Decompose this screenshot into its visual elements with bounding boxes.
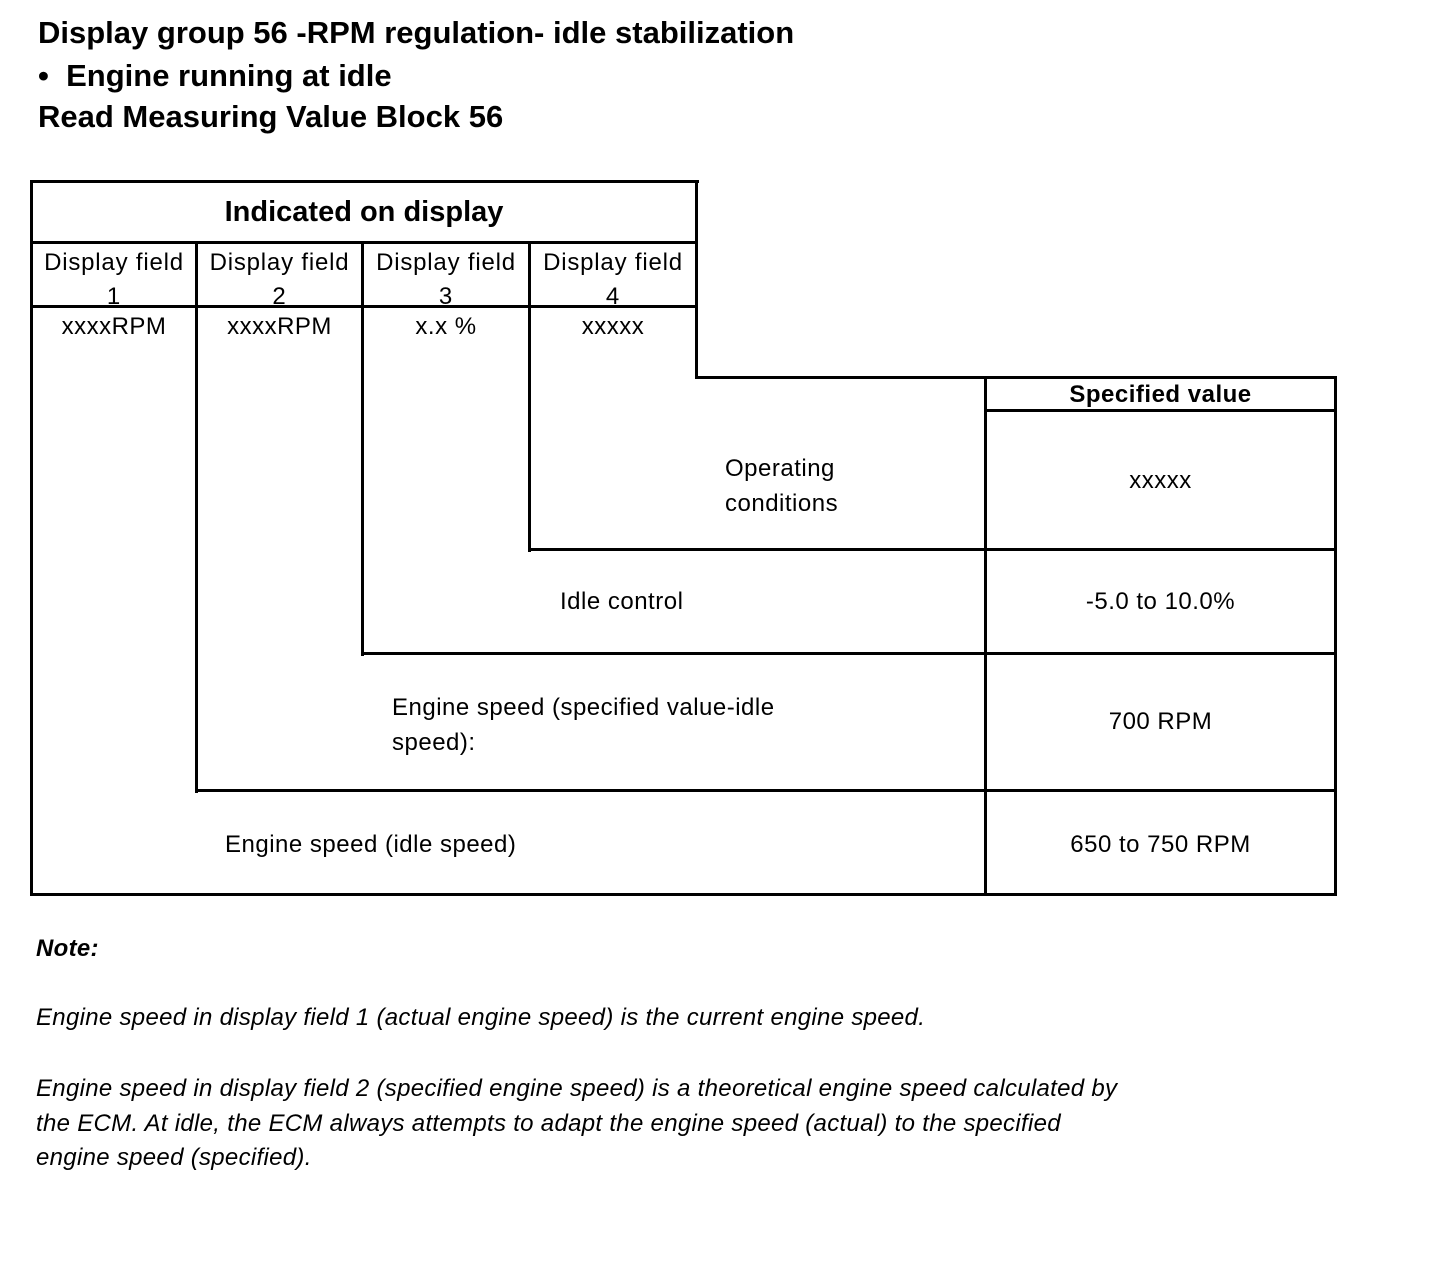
- indicated-header: Indicated on display: [224, 196, 504, 228]
- display-field-4-label: Display field 4: [543, 249, 683, 310]
- note-heading: Note:: [36, 935, 99, 962]
- specified-border-right: [1334, 376, 1337, 896]
- row-idle-control-value: -5.0 to 10.0%: [1085, 588, 1236, 615]
- note-paragraph-2: Engine speed in display field 2 (specified engine speed) is a theoretical engine speed calculated by the ECM. At idle, the ECM always attempts to adapt the engine speed (actual) to the specified engine speed (specified).: [36, 1075, 1118, 1171]
- bullet-line: [38, 58, 392, 94]
- display-field-4-value: xxxxx: [581, 313, 645, 340]
- table-border-top: [30, 180, 699, 183]
- specified-header-divider: [984, 409, 1337, 412]
- row-operating-conditions-label: Operating conditions: [725, 455, 839, 517]
- row-divider-2: [361, 652, 1337, 655]
- row-engine-speed-specified-label: Engine speed (specified value-idle speed):: [392, 694, 775, 756]
- note-paragraph-1: Engine speed in display field 1 (actual engine speed) is the current engine speed.: [36, 1004, 926, 1031]
- specified-border-left: [984, 376, 987, 896]
- row-idle-control-label: Idle control: [560, 588, 684, 615]
- step-line-top: [695, 376, 1337, 379]
- display-field-1-value: xxxxRPM: [61, 313, 167, 340]
- display-field-2-label: Display field 2: [209, 249, 350, 310]
- display-field-2-value: xxxxRPM: [227, 313, 332, 340]
- display-field-1-label: Display field 1: [44, 249, 184, 310]
- row-divider-3: [195, 789, 1337, 792]
- specified-value-header: Specified value: [1069, 381, 1252, 408]
- header-border-right: [695, 180, 698, 379]
- page-subtitle: Read Measuring Value Block 56: [38, 99, 504, 134]
- header-divider: [30, 241, 698, 244]
- row-engine-speed-specified-value: 700 RPM: [1108, 708, 1213, 735]
- table-border-bottom: [30, 893, 1337, 896]
- row-divider-1: [528, 548, 1337, 551]
- display-field-3-value: x.x %: [415, 313, 477, 340]
- row-operating-conditions-value: xxxxx: [1129, 467, 1192, 494]
- row-engine-speed-idle-value: 650 to 750 RPM: [1070, 831, 1251, 858]
- display-field-3-label: Display field 3: [376, 249, 516, 310]
- page-title: Display group 56 -RPM regulation- idle stabilization: [38, 15, 795, 50]
- bullet-text: Engine running at idle: [66, 58, 392, 93]
- bullet-marker: •: [38, 58, 49, 93]
- row-engine-speed-idle-label: Engine speed (idle speed): [225, 831, 517, 858]
